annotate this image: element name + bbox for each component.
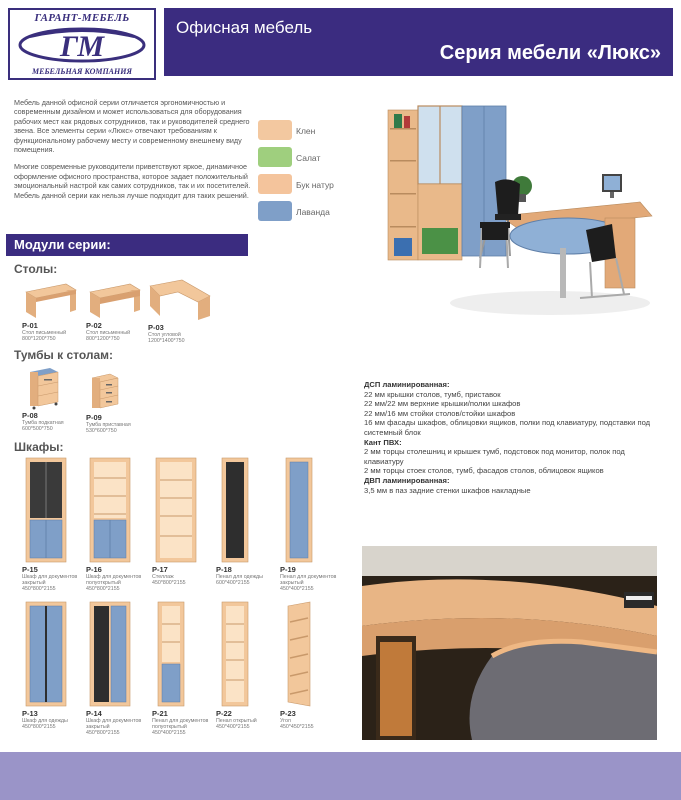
page-title: Серия мебели «Люкс» xyxy=(439,42,661,64)
product-image-cabinet xyxy=(86,454,136,564)
product-name: Тумба подкатная xyxy=(22,420,64,426)
spec-line: 3,5 мм в паз задние стенки шкафов накладные xyxy=(364,485,531,495)
spec-line: 2 мм торцы стоек столов, тумб, фасадов столов, облицовок ящиков xyxy=(364,466,604,476)
product-item xyxy=(152,598,214,737)
header-band xyxy=(164,8,673,76)
intro-text xyxy=(14,98,262,208)
product-item xyxy=(152,454,212,586)
product-name: Пенал открытый xyxy=(216,718,257,724)
product-code: Р-09 xyxy=(86,413,102,422)
product-item xyxy=(216,598,278,730)
product-name: Пенал для документов закрытый xyxy=(280,574,337,587)
intro-paragraph: Многие современные руководители приветствуют яркое, динамичное оформление офисного пространства, которое задает положительный эмоциональный настрой как самих сотрудников, так и их посетителей. Мебель данной серии как нельзя лучше подходит для таких решений. xyxy=(14,162,251,200)
pedestals-group-title: Тумбы к столам: xyxy=(14,348,114,362)
brand-logo xyxy=(8,8,156,80)
page-category: Офисная мебель xyxy=(176,18,313,37)
office-interior-image xyxy=(380,98,660,320)
product-item xyxy=(86,598,148,737)
color-label: Салат xyxy=(296,153,321,163)
product-item xyxy=(22,598,84,730)
product-name: Пенал для одежды xyxy=(216,574,263,580)
product-image-wardrobe xyxy=(216,454,256,564)
product-size: 450*800*2155 xyxy=(152,580,186,587)
product-size: 450*800*2155 xyxy=(86,586,120,593)
product-image-wardrobe xyxy=(22,598,72,708)
product-name: Угол xyxy=(280,718,291,724)
product-image-desk xyxy=(22,278,78,320)
spec-line: 2 мм торцы столешниц и крышек тумб, подстовок под монитор, полок под клавиатуру xyxy=(364,447,625,466)
product-code: Р-21 xyxy=(152,709,168,718)
color-swatch-salat xyxy=(258,147,292,167)
product-code: Р-18 xyxy=(216,565,232,574)
product-image-shelving xyxy=(152,454,202,564)
spec-line: 22 мм/16 мм стойки столов/стойки шкафов xyxy=(364,408,516,418)
product-item xyxy=(86,372,146,434)
product-image-corner-desk xyxy=(148,276,212,322)
product-image-desk xyxy=(86,276,142,320)
product-size: 450*800*2155 xyxy=(86,730,120,737)
product-code: Р-15 xyxy=(22,565,38,574)
material-specs xyxy=(364,380,664,495)
product-code: Р-22 xyxy=(216,709,232,718)
product-image-corner-shelf xyxy=(280,598,320,708)
product-size: 600*400*2155 xyxy=(216,580,250,587)
product-size: 450*400*2155 xyxy=(216,724,250,731)
product-name: Стол письменный xyxy=(22,330,67,336)
spec-heading: Кант ПВХ: xyxy=(364,437,402,447)
brand-monogram-graphic xyxy=(16,25,148,65)
product-name: Шкаф для документов полуоткрытый xyxy=(86,574,142,587)
product-code: Р-19 xyxy=(280,565,296,574)
product-item xyxy=(280,598,342,730)
product-name: Стол угловой xyxy=(148,332,181,338)
product-image-cabinet xyxy=(22,454,72,564)
product-name: Тумба приставная xyxy=(86,422,131,428)
product-size: 530*600*750 xyxy=(86,428,117,435)
product-item xyxy=(280,454,342,593)
footer-band xyxy=(0,752,681,800)
product-item xyxy=(22,278,82,342)
color-label: Лаванда xyxy=(296,207,330,217)
color-label: Бук натур xyxy=(296,180,334,190)
product-size: 450*450*2155 xyxy=(280,724,314,731)
brand-tagline: МЕБЕЛЬНАЯ КОМПАНИЯ xyxy=(32,67,132,76)
brand-monogram: ГМ xyxy=(59,30,105,63)
product-size: 600*500*750 xyxy=(22,426,53,433)
desk-closeup-image xyxy=(362,546,657,740)
product-name: Пенал для документов полуоткрытый xyxy=(152,718,209,731)
product-item xyxy=(216,454,278,586)
product-code: Р-16 xyxy=(86,565,102,574)
color-swatch-buk xyxy=(258,174,292,194)
spec-heading: ДСП ламинированная: xyxy=(364,380,450,389)
product-image-cabinet xyxy=(86,598,136,708)
spec-line: 22 мм крышки столов, тумб, приставок xyxy=(364,389,501,399)
product-code: Р-13 xyxy=(22,709,38,718)
spec-line: 16 мм фасады шкафов, облицовки ящиков, полки под клавиатуру, подставки под системный блок xyxy=(364,418,651,437)
product-name: Стол письменный xyxy=(86,330,131,336)
product-code: Р-23 xyxy=(280,709,296,718)
tables-group-title: Столы: xyxy=(14,262,58,276)
spec-heading: ДВП ламинированная: xyxy=(364,475,450,485)
product-code: Р-02 xyxy=(86,321,102,330)
product-name: Шкаф для документов закрытый xyxy=(22,574,78,587)
product-item xyxy=(148,276,216,344)
product-code: Р-17 xyxy=(152,565,168,574)
product-image-narrow-cabinet xyxy=(152,598,192,708)
color-label: Клен xyxy=(296,126,316,136)
product-item xyxy=(22,454,84,593)
product-size: 1200*1400*750 xyxy=(148,338,185,345)
product-size: 800*1200*750 xyxy=(86,336,120,343)
product-name: Стеллаж xyxy=(152,574,174,580)
product-item xyxy=(22,366,82,432)
product-image-pedestal xyxy=(86,372,122,412)
product-size: 450*800*2155 xyxy=(22,724,56,731)
product-code: Р-14 xyxy=(86,709,102,718)
product-code: Р-03 xyxy=(148,323,164,332)
cabinets-group-title: Шкафы: xyxy=(14,440,64,454)
product-size: 800*1200*750 xyxy=(22,336,56,343)
product-code: Р-01 xyxy=(22,321,38,330)
product-image-pedestal xyxy=(22,366,62,410)
product-image-cabinet xyxy=(280,454,320,564)
product-item xyxy=(86,454,148,593)
product-code: Р-08 xyxy=(22,411,38,420)
color-swatch-klen xyxy=(258,120,292,140)
product-size: 450*400*2155 xyxy=(152,730,186,737)
modules-section-title: Модули серии: xyxy=(6,234,248,256)
intro-paragraph: Мебель данной офисной серии отличается эргономичностью и современным дизайном и может использоваться для оборудования рабочих мест как рядовых сотрудников, так и руководителей среднего звена. Все элементы серии «Люкс» отвечают требованиям к функциональному рабочему месту и современному внешнему виду помещения. xyxy=(14,98,250,155)
product-item xyxy=(86,276,146,342)
product-name: Шкаф для одежды xyxy=(22,718,68,724)
brand-name: ГАРАНТ-МЕБЕЛЬ xyxy=(34,12,130,24)
product-name: Шкаф для документов закрытый xyxy=(86,718,142,731)
spec-line: 22 мм/22 мм верхние крышки/полки шкафов xyxy=(364,399,521,409)
product-image-open-shelf xyxy=(216,598,256,708)
color-swatch-lavanda xyxy=(258,201,292,221)
product-size: 450*800*2155 xyxy=(22,586,56,593)
product-size: 450*400*2155 xyxy=(280,586,314,593)
